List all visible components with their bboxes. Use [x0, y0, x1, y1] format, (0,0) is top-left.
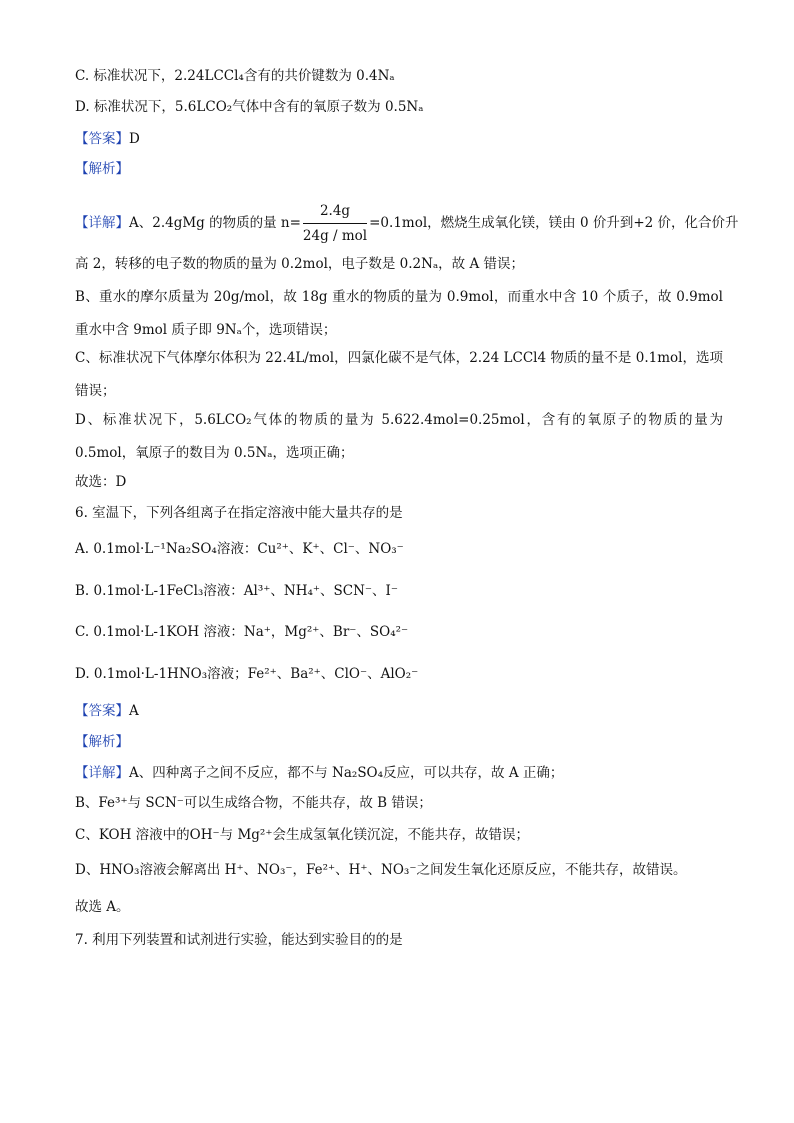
q6-detail-c: C、KOH 溶液中的OH⁻与 Mg²⁺会生成氢氧化镁沉淀，不能共存，故错误；: [75, 827, 529, 843]
q6-option-c: C. 0.1mol·L-1KOH 溶液：Na⁺，Mg²⁺、Br⁻、SO₄²⁻: [75, 624, 409, 640]
q5-detail-a: 【详解】A、2.4gMg 的物质的量 n= $\frac{2.4g}{\text{24g / mol}}$ =0.1mol，燃烧生成氧化镁，镁由 0 价升到+2 价，化合价升: [75, 203, 739, 244]
q5-answer: [75, 133, 140, 147]
q5-detail-a-cont: 高 2，转移的电子数的物质的量为 0.2mol，电子数是 0.2Nₐ，故 A 错误；: [75, 256, 524, 272]
q6-detail-d: D、HNO₃溶液会解离出 H⁺、NO₃⁻，Fe²⁺、H⁺、NO₃⁻之间发生氧化还原反应，不能共存，故错误。: [75, 862, 687, 878]
answer-tag: 【答案】: [75, 131, 129, 147]
answer-value: A: [129, 703, 139, 719]
q6-stem: 6. 室温下，下列各组离子在指定溶液中能大量共存的是: [75, 505, 403, 521]
q5-option-c: C. 标准状况下，2.24LCCl₄含有的共价键数为 0.4Nₐ: [75, 68, 395, 84]
q6-option-a: A. 0.1mol·L⁻¹Na₂SO₄溶液：Cu²⁺、K⁺、Cl⁻、NO₃⁻: [75, 541, 404, 557]
q6-conclusion: 故选 A。: [75, 899, 130, 915]
q7-stem: 7. 利用下列装置和试剂进行实验，能达到实验目的的是: [75, 932, 403, 948]
q5-detail-c: C、标准状况下气体摩尔体积为 22.4L/mol，四氯化碳不是气体，2.24 LCCl4 物质的量不是 0.1mol，选项错误；: [75, 350, 723, 399]
q6-detail-a: 【详解】A、四种离子之间不反应，都不与 Na₂SO₄反应，可以共存，故 A 正确；: [75, 765, 564, 781]
q5-option-d: D. 标准状况下，5.6LCO₂气体中含有的氧原子数为 0.5Nₐ: [75, 99, 424, 115]
q5-conclusion: 故选：D: [75, 474, 127, 490]
q6-option-d: D. 0.1mol·L-1HNO₃溶液；Fe²⁺、Ba²⁺、ClO⁻、AlO₂⁻: [75, 666, 419, 682]
answer-value: D: [129, 131, 140, 147]
q6-option-b: B. 0.1mol·L-1FeCl₃溶液：Al³⁺、NH₄⁺、SCN⁻、I⁻: [75, 583, 399, 599]
detail-tag: 【详解】: [75, 215, 129, 231]
q5-detail-b: B、重水的摩尔质量为 20g/mol，故 18g 重水的物质的量为 0.9mol，而重水中含 10 个质子，故 0.9mol 重水中含 9mol 质子即 9Nₐ个，选项错误；: [75, 289, 723, 338]
q6-analysis-tag: 【解析】: [75, 734, 129, 750]
q5-detail-d: D、标准状况下，5.6LCO₂气体的物质的量为 5.622.4mol=0.25mol，含有的氧原子的物质的量为 0.5mol，氧原子的数目为 0.5Nₐ，选项正确；: [75, 412, 723, 461]
fraction: $\frac{2.4g}{\text{24g / mol}}$: [302, 203, 368, 244]
q6-answer: 【答案】A: [75, 703, 139, 719]
q5-analysis-tag: 【解析】: [75, 161, 129, 177]
q6-detail-b: B、Fe³⁺与 SCN⁻可以生成络合物，不能共存，故 B 错误；: [75, 795, 432, 811]
